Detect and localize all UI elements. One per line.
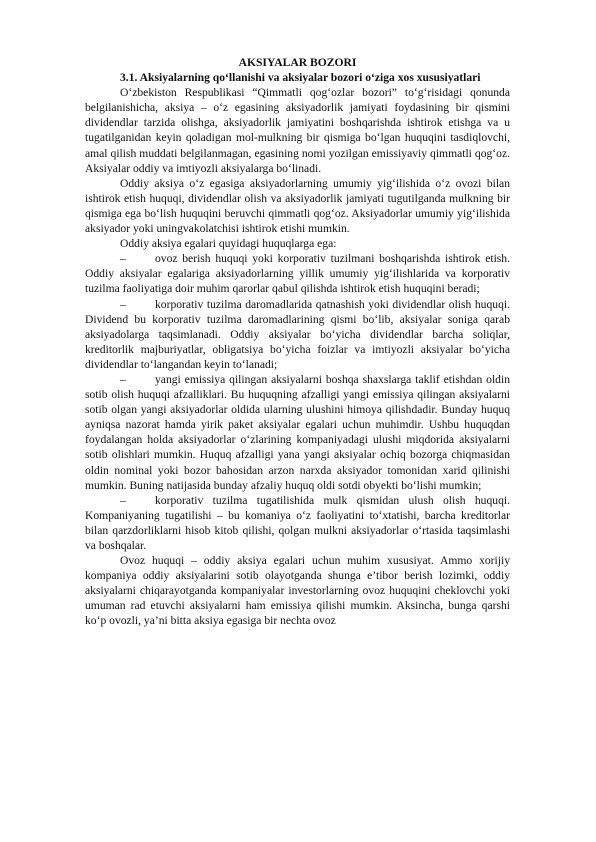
dash-marker: –: [120, 297, 126, 311]
list-item-text: korporativ tuzilma daromadlarida qatnashish yoki dividendlar olish huquqi. Dividend bu korporativ tuzilma daromadlarining qismi bo‘lib, aksiyalar soniga qarab aksiyadolarga taqsimlanadi. Oddiy aksiyalar bo‘yicha dividendlar barcha soliqlar, kreditorlik majburiyatlar, obligatsiya bo‘yicha foizlar va imtiyozli aksiyalar bo‘yicha dividendlar to‘langandan keyin to‘lanadi;: [85, 297, 510, 371]
list-item: [85, 372, 510, 493]
list-item: [85, 251, 510, 296]
dash-marker: –: [120, 372, 126, 386]
paragraph: O‘zbekiston Respublikasi “Qimmatli qog‘ozlar bozori” to‘g‘risidagi qonunda belgilanishicha, aksiya – o‘z egasining aksiyadorlik jamiyati foydasining bir qismini dividendlar tarzida olishga, aksiyadorlik jamiyatini boshqarishda ishtirok etishga va u tugatilganidan keyin qoladigan mol-mulkning bir qismiga bo‘lgan huquqini tasdiqlovchi, amal qilish muddati belgilanmagan, egasining nomi yozilgan emissiyaviy qimmatli qog‘oz. Aksiyalar oddiy va imtiyozli aksiyalarga bo‘linadi.: [85, 86, 510, 175]
paragraph: Ovoz huquqi – oddiy aksiya egalari uchun muhim xususiyat. Ammo xorijiy kompaniya oddiy aksiyalarini sotib olayotganda shunga e’tibor berish lozimki, oddiy aksiyalarni chiqarayotganda kompaniyalar investorlarning ovoz huquqini cheklovchi yoki umuman rad etuvchi aksiyalarni ham emissiya qilishi mumkin. Aksincha, bunga qarshi ko‘p ovozli, ya’ni bitta aksiya egasiga bir nechta ovoz: [85, 554, 510, 628]
dash-marker: –: [120, 252, 126, 266]
list-item: [85, 297, 510, 372]
paragraph: Oddiy aksiya egalari quyidagi huquqlarga ega:: [120, 237, 337, 251]
list-item-text: korporativ tuzilma tugatilishida mulk qismidan ulush olish huquqi. Kompaniyaning tugatilishi – bu komaniya o‘z faoliyatini to‘xtatishi, barcha kreditorlar bilan qarzdorliklarni hisob kitob qilishi, qolgan mulkni aksiyadorlar o‘rtasida taqsimlashi va boshqalar.: [85, 493, 510, 552]
list-item-text: ovoz berish huquqi yoki korporativ tuzilmani boshqarishda ishtirok etish. Oddiy aksiyalar egalariga aksiyadorlarning yillik umumiy yig‘ilishlarida va korporativ tuzilma faoliyatiga doir muhim qarorlar qabul qilishda ishtirok etish huquqini beradi;: [85, 252, 510, 296]
document-title: AKSIYALAR BOZORI: [238, 56, 357, 69]
dash-marker: –: [120, 493, 126, 507]
section-heading: 3.1. Aksiyalarning qo‘llanishi va aksiyalar bozori o‘ziga xos xususiyatlari: [120, 71, 481, 85]
paragraph: Oddiy aksiya o‘z egasiga aksiyadorlarning umumiy yig‘ilishida o‘z ovozi bilan ishtirok etish huquqi, dividendlar olish va aksiyadorlik jamiyati tugutilganda mulkning bir qismiga ega bo‘lish huquqini beruvchi qimmatli qog‘oz. Aksiyadorlar umumiy yig‘ilishida aksiyador yoki uningvakolatchisi ishtirok etishi mumkin.: [85, 176, 510, 236]
list-item: [85, 493, 510, 553]
document-page: [85, 55, 510, 629]
list-item-text: yangi emissiya qilingan aksiyalarni boshqa shaxslarga taklif etishdan oldin sotib olish huquqi afzalliklari. Bu huquqning afzalligi yangi emissiya qilingan aksiyalarni sotib olgan yangi aksiyadorlar oldida ularning ulushini himoya qilishdadir. Bunday huquq ayniqsa nazorat hamda yirik paket aksiyalar egalari uchun muhimdir. Ushbu huquqdan foydalangan holda aksiyadorlar o‘zlarining kompaniyadagi ulushi miqdorida aksiyalarni sotib olishlari mumkin. Huquq afzalligi yana yangi aksiyalar ochiq bozorga chiqmasidan oldin nominal yoki bozor bahosidan arzon narxda aksiyador tomonidan xarid qilinishi mumkin. Buning natijasida bunday afzaliy huquq oldi sotdi obyekti bo‘lishi mumkin;: [85, 372, 510, 492]
